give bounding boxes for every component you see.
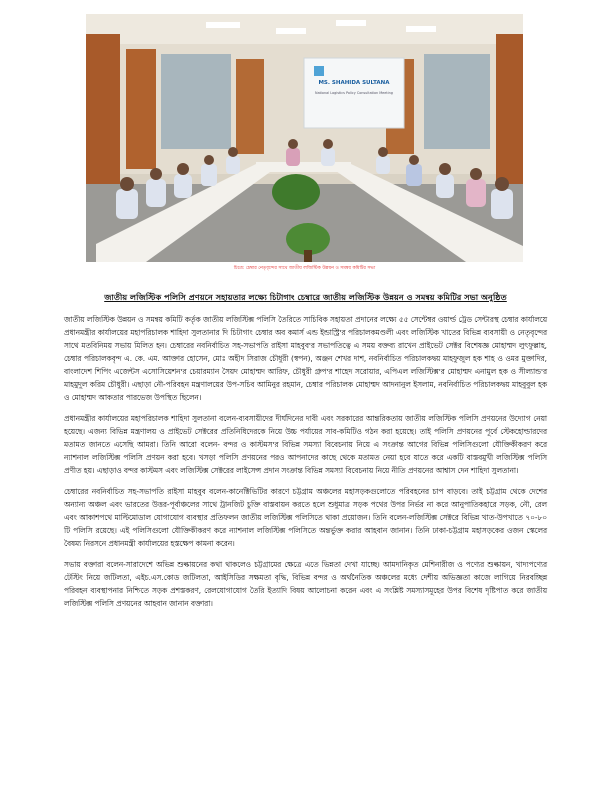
paragraph-1: জাতীয় লজিস্টিক উন্নয়ন ও সমন্বয় কমিটি কর্তৃক জাতীয় লজিস্টিক্স পলিসি তৈরিতে সাচিবিক সহায়তা প্রদানের লক্ষ্যে ৫৫ সেন্টেম্বর ওয়ার্ল্ড ট্রেড সেন্টারস্থ চেম্বার কার্যালয়ে প্রধানমন্ত্রীর কার্যালয়ের মহাপরিচালক শাহিদা সুলতানার দি চিটাগাং চেম্বার অব কমার্স এন্ড ইন্ডাস্ট্রি'র পরিচালকমণ্ডলী এবং লজিস্টিক খাতের বিভিন্ন ব্যবসায়ী ও নেতৃবৃন্দের সাথে মতবিনিময় সভায় মিলিত হন। চেম্বারের নবনির্বাচিত সহ-সভাপতি রাইসা মাহবুব'র সভাপতিত্বে এ সময় বক্তব্য রাখেন প্রাইভেট সেক্টর বিশেষজ্ঞ মোহাম্মদ লুৎফুল্লাহ, চেম্বার পরিচালকবৃন্দ এ. কে. এম. আক্তার হোসেন, মোঃ অহীদ সিরাজ চৌধুরী (স্বপন), অঞ্জন শেখর দাশ, নবনির্বাচিত পরিচালকদ্বয় মাহফুজুল হক শাহ ও ওমর মুক্তাদির, বাংলাদেশ শিপিং এজেন্টস এসোসিয়েশন'র চেয়ারম্যান সৈয়দ মোহাম্মদ আরিফ, চৌধুরী গ্রুপ'র শাহেদ সরোয়ার, এপিএল লজিস্টিক্স'র মোহাম্মদ এনামুল হক ও সীল্যান্ড'র মাহমুদুল করিম চৌধুরী। এছাড়া নৌ-পরিবহন মন্ত্রণালয়ের উপ-সচিব আমিনুর রহমান, চেম্বার পরিচালক মোহাম্মদ আদনানুল ইসলাম, নবনির্বাচিত পরিচালকদ্বয় মাহবুবুল হক ও মোহাম্মদ আকতার পারভেজ উপস্থিত ছিলেন। [64, 315, 547, 402]
article-body [64, 313, 547, 618]
meeting-photo-illustration [86, 14, 523, 262]
meeting-photo [86, 14, 523, 262]
screen-title: MS. SHAHIDA SULTANA [318, 80, 390, 86]
paragraph-3: চেম্বারের নবনির্বাচিত সহ-সভাপতি রাইসা মাহবুব বলেন-কানেক্টিভিটির কারণে চট্টগ্রাম অঞ্চলের মহাসড়কগুলোতে পরিবহনের চাপ বাড়বে। তাই চট্টগ্রাম থেকে দেশের অন্যান্য অঞ্চল এবং ভারতের উত্তর-পূর্বাঞ্চলের সাথে ট্রানজিট চুক্তি বাস্তবায়ন করতে হলে শুধুমাত্র সড়ক পথের উপর নির্ভর না করে আনুপাতিকহারে সড়ক, নৌ, রেল এবং আকাশপথে মাল্টিমোডাল যোগাযোগ ব্যবস্থার প্রতিফলন জাতীয় লজিস্টিক্স পলিসিতে থাকা প্রয়োজন। তিনি বলেন-লজিস্টিক্স সেক্টরে বিভিন্ন খাত-উপখাতে ৭০-৮০ টি পলিসি রয়েছে। এই পলিসিগুলো যৌক্তিকীকরণ করে ন্যাশনাল লজিস্টিক্স পলিসিতে অন্তর্ভুক্ত করার আহবান জানান। তিনি ঢাকা-চট্টগ্রাম মহাসড়কের ওজন স্কেলের বৈষম্য নিরসনে প্রধানমন্ত্রী কার্যালয়ের হস্তক্ষেপ কামনা করেন। [64, 487, 547, 548]
paragraph-2: প্রধানমন্ত্রীর কার্যালয়ের মহাপরিচালক শাহিদা সুলতানা বলেন-ব্যবসায়ীদের দীর্ঘদিনের দাবী এবং সরকারের আন্তরিকতায় জাতীয় লজিস্টিক পলিসি প্রণয়নের উদ্যোগ নেয়া হয়েছে। এজন্য বিভিন্ন মন্ত্রণালয় ও প্রাইভেট সেক্টরের প্রতিনিধিদেরকে নিয়ে উচ্চ পর্যায়ের সাব-কমিটিও গঠন করা হয়েছে। তাই পলিসি প্রণয়নের পূর্বে স্টেকহোল্ডারদের মতামত জানতে এসেছি আমরা। তিনি আরো বলেন- বন্দর ও কাস্টমস'র বিভিন্ন সমস্যা বিবেচনায় নিয়ে এ সংক্রান্ত আগের বিভিন্ন পলিসিগুলো যৌক্তিকীকরণ করে ন্যাশনাল লজিস্টিক্স পলিসি প্রণয়ন করা হবে। খসড়া পলিসি প্রণয়নের পরও আপনাদের কাছে থেকে মতামত নেয়া হবে যাতে করে একটি বাস্তবমুখী লজিস্টিক্স পলিসি প্রণীত হয়। এছাড়াও বন্দর কাস্টমস এবং লজিস্টিক্স সেক্টরের লাইসেন্স প্রদান সংক্রান্ত বিভিন্ন সমস্যা বিবেচনায় নিয়ে নীতি প্রণয়নের আশ্বাস দেন শাহিদা সুলতানা। [64, 414, 547, 475]
photo-caption: চিত্রে: চেম্বার নেতৃবৃন্দের সাথে জাতীয় লজিস্টিক উন্নয়ন ও সমন্বয় কমিটির সভা [233, 266, 376, 271]
paragraph-4: সভায় বক্তারা বলেন-সারাদেশে অভিন্ন শুল্কায়নের কথা থাকলেও চট্টগ্রামের ক্ষেত্রে এতে ভিন্নতা দেখা যাচ্ছে। আমদানিকৃত মেশিনারীজ ও পণ্যের শুল্কায়ন, খাদ্যপণ্যের টেস্টিং নিয়ে জটিলতা, এইচ.এস.কোড জটিলতা, আইসিডির সক্ষমতা বৃদ্ধি, বিভিন্ন বন্দর ও অর্থনৈতিক অঞ্চলের মধ্যে দেশীয় অভিজ্ঞতা কাজে লাগিয়ে নিরবচ্ছিন্ন পরিবহন ব্যবস্থাপনার নিশ্চিতে সড়ক প্রশস্তকরণ, রেলযোগাযোগ তৈরি ইত্যাদি বিষয় আলোচনা করেন এবং এ সংশ্লিষ্ট সমস্যাসমূহের উপর বিশেষ দৃষ্টিপাত করে জাতীয় লজিস্টিক্স পলিসি প্রণয়নের আহবান জানান বক্তারা। [64, 560, 547, 608]
screen-subtitle: National Logistics Policy Consultation Meeting [315, 91, 393, 95]
article-title: জাতীয় লজিস্টিক পলিসি প্রণয়নে সহায়তার লক্ষ্যে চিটাগাং চেম্বারে জাতীয় লজিস্টিক উন্নয়ন ও সমন্বয় কমিটির সভা অনুষ্ঠিত [104, 292, 507, 302]
